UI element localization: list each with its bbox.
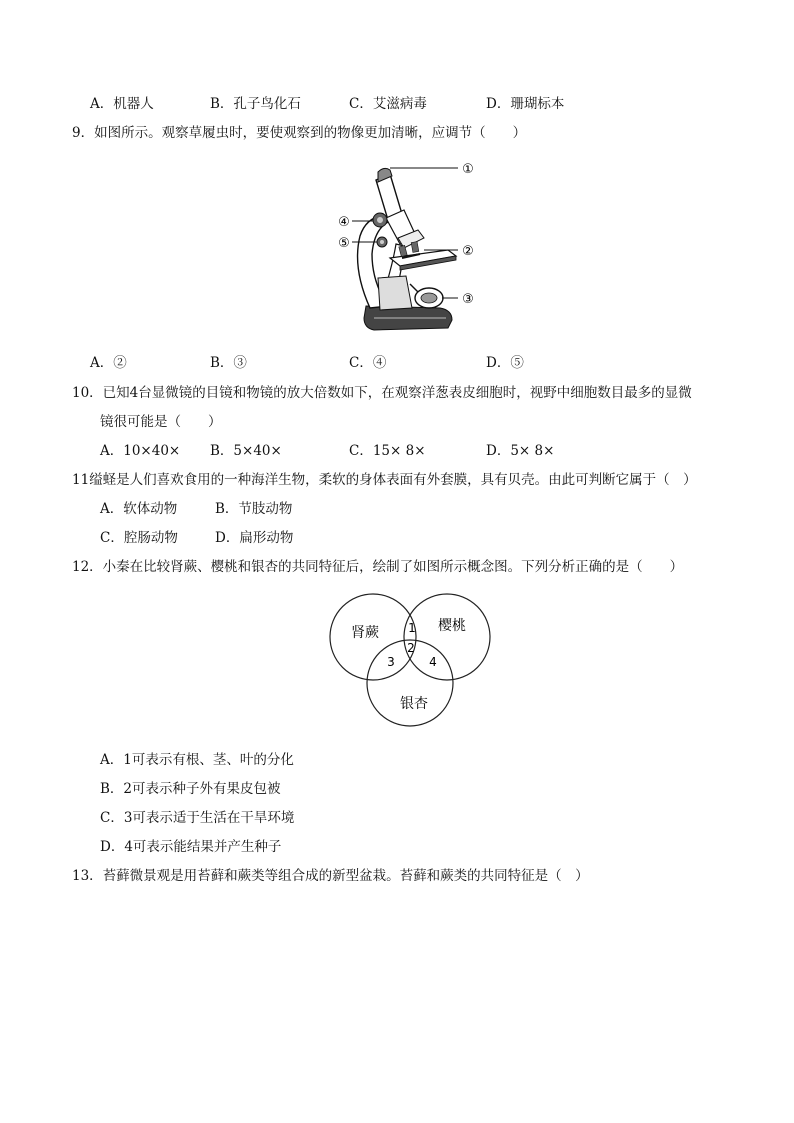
venn-region-2: 2 [407, 641, 415, 655]
q12-option-d: D．4可表示能结果并产生种子 [100, 839, 282, 855]
q11-option-b: B．节肢动物 [215, 501, 293, 517]
label-4: ④ [338, 215, 350, 230]
q12-option-c: C．3可表示适于生活在干旱环境 [100, 810, 295, 826]
microscope-figure [330, 158, 480, 338]
q11-stem: 11缢蛏是人们喜欢食用的一种海洋生物，柔软的身体表面有外套膜，具有贝壳。由此可判断它属于（ ） [72, 472, 697, 488]
q11-option-c: C．腔肠动物 [100, 530, 178, 546]
label-1: ① [462, 162, 474, 177]
q10-option-c: C．15× 8× [349, 443, 426, 459]
venn-diagram [320, 590, 500, 730]
venn-label-fern: 肾蕨 [351, 625, 379, 641]
q10-stem-line1: 10．已知4台显微镜的目镜和物镜的放大倍数如下，在观察洋葱表皮细胞时，视野中细胞数目最多的显微 [72, 385, 692, 401]
q9-option-a: A．② [90, 355, 127, 371]
label-2: ② [462, 244, 474, 259]
venn-region-1: 1 [408, 621, 416, 635]
q12-stem: 12．小秦在比较肾蕨、樱桃和银杏的共同特征后，绘制了如图所示概念图。下列分析正确的是（ ） [72, 559, 684, 575]
q11-option-a: A．软体动物 [100, 501, 178, 517]
label-3: ③ [462, 292, 474, 307]
q12-option-a: A．1可表示有根、茎、叶的分化 [100, 752, 294, 768]
venn-region-3: 3 [387, 655, 395, 669]
venn-label-cherry: 樱桃 [438, 618, 466, 634]
q8-option-d: D．珊瑚标本 [486, 96, 565, 112]
q13-stem: 13．苔藓微景观是用苔藓和蕨类等组合成的新型盆栽。苔藓和蕨类的共同特征是（ ） [72, 868, 589, 884]
venn-region-4: 4 [429, 655, 437, 669]
q9-option-d: D．⑤ [486, 355, 524, 371]
label-5: ⑤ [338, 236, 350, 251]
q10-stem-line2: 镜很可能是（ ） [100, 414, 222, 430]
q9-option-b: B．③ [210, 355, 247, 371]
q9-stem: 9．如图所示。观察草履虫时，要使观察到的物像更加清晰，应调节（ ） [72, 125, 527, 141]
q10-option-a: A．10×40× [100, 443, 181, 459]
q11-option-d: D．扁形动物 [215, 530, 294, 546]
q8-option-c: C．艾滋病毒 [349, 96, 427, 112]
q9-option-c: C．④ [349, 355, 387, 371]
q10-option-d: D．5× 8× [486, 443, 555, 459]
venn-label-ginkgo: 银杏 [400, 696, 428, 712]
q10-option-b: B．5×40× [210, 443, 282, 459]
q8-option-a: A．机器人 [90, 96, 154, 112]
q8-option-b: B．孔子鸟化石 [210, 96, 301, 112]
q12-option-b: B．2可表示种子外有果皮包被 [100, 781, 281, 797]
